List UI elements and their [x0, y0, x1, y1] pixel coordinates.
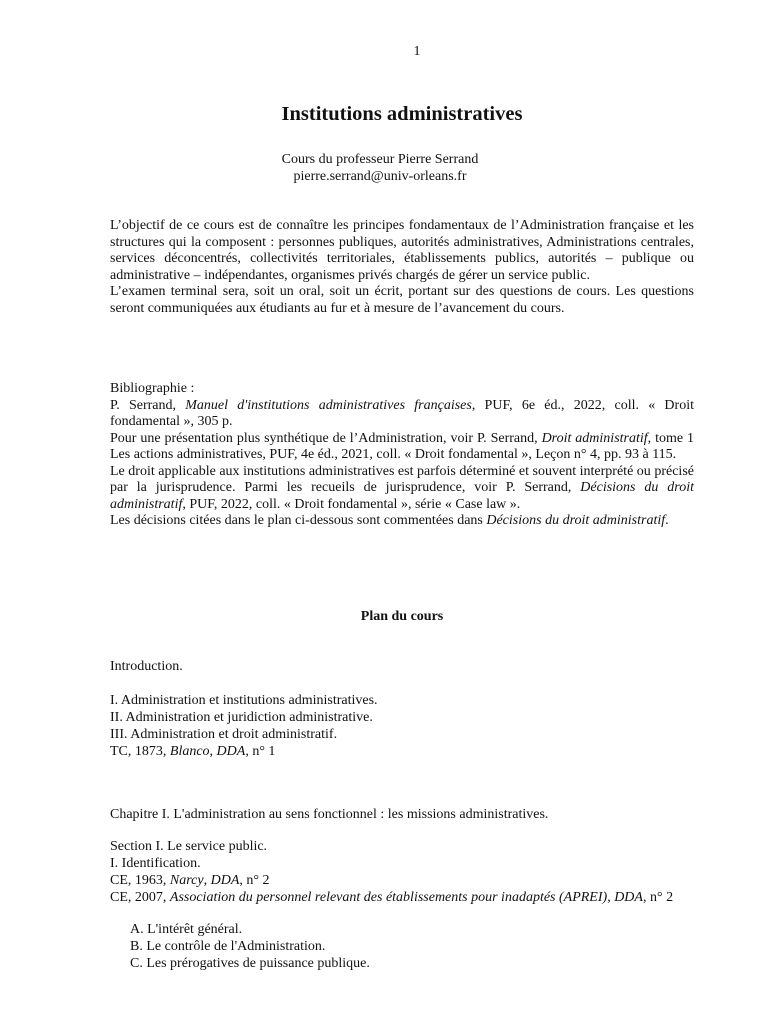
plan-intro-item: I. Administration et institutions administratives.: [110, 693, 378, 708]
ref-title: Droit administratif: [541, 430, 648, 446]
case-text: ,: [203, 873, 211, 888]
page-number: 1: [413, 44, 421, 59]
case-text: CE, 1963,: [110, 873, 170, 888]
case-name: Association du personnel relevant des établissements pour inadaptés (APREI): [169, 890, 608, 905]
case-dda: DDA: [210, 873, 240, 888]
case-narcy: [110, 872, 269, 889]
case-dda: DDA: [216, 744, 246, 759]
ref-title: Décisions du droit administratif: [110, 480, 694, 512]
bibliography-heading: Bibliographie :: [110, 381, 195, 396]
author-email: pierre.serrand@univ-orleans.fr: [293, 169, 467, 184]
ref-text: Pour une présentation plus synthétique de l’Administration, voir P. Serrand,: [110, 430, 542, 446]
plan-sub-item: A. L'intérêt général.: [130, 922, 243, 937]
author-line: Cours du professeur Pierre Serrand: [281, 152, 479, 167]
bibliography-ref-decisions: [110, 513, 694, 530]
bibliography-ref-manuel: [110, 398, 694, 431]
case-dda: DDA: [614, 890, 643, 905]
plan-introduction: Introduction.: [110, 659, 183, 674]
case-text: CE, 2007,: [110, 890, 170, 905]
case-name: Blanco: [169, 744, 210, 759]
ref-title: Décisions du droit administratif: [486, 513, 666, 528]
case-aprei: [110, 889, 694, 906]
plan-heading: Plan du cours: [360, 609, 444, 624]
intro-paragraph-objective: L’objectif de ce cours est de connaître les principes fondamentaux de l’Administration française et les structures qui la composent : personnes publiques, autorités administratives, Administrations centrales, services déconcentrés, collectivités territoriales, établissements publics, autorités – publique ou administrative – indépendantes, organismes privés chargés de gérer un service public.: [110, 218, 694, 283]
plan-sub-item: B. Le contrôle de l'Administration.: [130, 939, 326, 954]
ref-text: .: [665, 513, 669, 528]
ref-text: , tome 1 Les actions administratives, PUF, 4e éd., 2021, coll. « Droit fondamental », Leçon n° 4, pp. 93 à 115.: [110, 430, 694, 462]
plan-intro-item: III. Administration et droit administratif.: [110, 727, 338, 742]
chapter-heading: Chapitre I. L'administration au sens fonctionnel : les missions administratives.: [110, 807, 549, 822]
case-text: ,: [209, 744, 217, 759]
case-text: , n° 2: [239, 873, 270, 888]
intro-section: [110, 218, 694, 317]
case-name: Narcy: [169, 873, 204, 888]
author-block: [0, 151, 760, 185]
case-text: , n° 2: [642, 890, 674, 905]
ref-text: Les décisions citées dans le plan ci-dessous sont commentées dans: [110, 513, 487, 528]
case-blanco: [110, 743, 275, 760]
case-text: ,: [607, 890, 615, 905]
case-text: TC, 1873,: [110, 744, 170, 759]
document-title: Institutions administratives: [281, 103, 523, 125]
bibliography-ref-droit-admin: [110, 431, 694, 464]
bibliography-ref-jurisprudence: [110, 464, 694, 514]
section-heading: Section I. Le service public.: [110, 839, 268, 854]
ref-text: , PUF, 6e éd., 2022, coll. « Droit fondamental », 305 p.: [110, 397, 694, 429]
ref-text: Le droit applicable aux institutions administratives est parfois déterminé et souvent interprété ou précisé par la jurisprudence. Parmi les recueils de jurisprudence, voir P. Serrand,: [110, 463, 694, 495]
case-text: , n° 1: [245, 744, 276, 759]
subsection-heading: I. Identification.: [110, 856, 201, 871]
ref-text: P. Serrand,: [110, 397, 186, 413]
bibliography-section: [110, 381, 694, 530]
ref-title: Manuel d'institutions administratives françaises: [185, 397, 472, 413]
plan-sub-item: C. Les prérogatives de puissance publique.: [130, 956, 370, 971]
plan-intro-item: II. Administration et juridiction administrative.: [110, 710, 373, 725]
intro-paragraph-exam: L’examen terminal sera, soit un oral, soit un écrit, portant sur des questions de cours. Les questions seront communiquées aux étudiants au fur et à mesure de l’avancement du cours.: [110, 284, 694, 316]
ref-text: , PUF, 2022, coll. « Droit fondamental », série « Case law ».: [182, 496, 521, 512]
